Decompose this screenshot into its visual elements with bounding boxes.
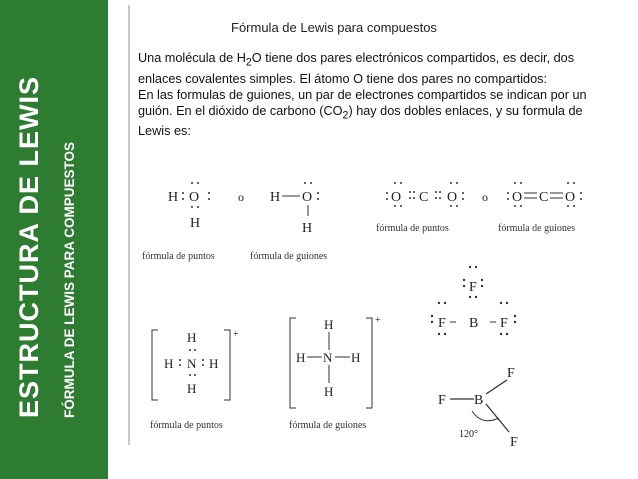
bf3-f-right: F bbox=[500, 316, 508, 331]
figure-mark bbox=[567, 182, 569, 184]
figure-mark bbox=[506, 302, 508, 304]
figure-mark bbox=[413, 197, 415, 199]
figure-mark bbox=[507, 198, 509, 200]
water-dash-h-left: H bbox=[270, 190, 281, 205]
figure-mark bbox=[469, 266, 471, 268]
page-heading: Fórmula de Lewis para compuestos bbox=[231, 20, 437, 35]
figure-mark bbox=[189, 374, 191, 376]
figure-mark bbox=[394, 182, 396, 184]
nh4-dash-h-top: H bbox=[324, 317, 334, 332]
figure-mark bbox=[202, 364, 204, 366]
co2-dash-c: C bbox=[539, 190, 549, 205]
nh4-n: N bbox=[187, 356, 197, 371]
figure-mark bbox=[179, 359, 181, 361]
paragraph-water: Una molécula de $H_2O$ tiene dos pares electrónicos compartidos, es decir, dos enlaces covalentes simples. El átomo O tiene dos pares no compartidos: bbox=[138, 51, 575, 86]
nh4-dash-h-right: H bbox=[351, 350, 361, 365]
co2-dash-formula bbox=[507, 182, 582, 207]
figure-mark bbox=[486, 404, 509, 432]
co2-dash-o2: O bbox=[565, 190, 576, 205]
co2-o2: O bbox=[447, 190, 458, 205]
figure-mark bbox=[431, 315, 433, 317]
figure-mark bbox=[409, 191, 411, 193]
figure-mark bbox=[438, 302, 440, 304]
figure-mark bbox=[438, 333, 440, 335]
figure-mark bbox=[481, 285, 483, 287]
figure-mark bbox=[514, 205, 516, 207]
figure-mark bbox=[197, 182, 199, 184]
nh4-h-bottom: H bbox=[187, 381, 197, 396]
figure-mark bbox=[475, 296, 477, 298]
figure-mark bbox=[507, 192, 509, 194]
figure-mark bbox=[194, 374, 196, 376]
co2-c: C bbox=[419, 190, 429, 205]
figure-mark bbox=[462, 192, 464, 194]
co2-dash-caption: fórmula de guiones bbox=[498, 223, 576, 234]
figure-mark bbox=[189, 349, 191, 351]
bf3-structure bbox=[438, 366, 518, 450]
figure-mark bbox=[514, 182, 516, 184]
figure-mark bbox=[462, 198, 464, 200]
water-dash-o: O bbox=[302, 190, 313, 205]
nh4-dash-h-left: H bbox=[296, 350, 306, 365]
co2-dot-formula bbox=[386, 182, 464, 207]
water-dot-formula bbox=[168, 182, 210, 231]
water-dash-caption: fórmula de guiones bbox=[250, 251, 328, 262]
figure-mark bbox=[394, 205, 396, 207]
nh4-h-top: H bbox=[187, 330, 197, 345]
nh4-dash-charge: + bbox=[375, 315, 381, 326]
nh4-h-left: H bbox=[164, 356, 174, 371]
figure-mark bbox=[317, 192, 319, 194]
nh4-dash-caption: fórmula de guiones bbox=[289, 420, 367, 431]
nh4-dash-n: N bbox=[323, 350, 333, 365]
figure-mark bbox=[456, 182, 458, 184]
figure-mark bbox=[366, 318, 372, 408]
figure-mark bbox=[182, 192, 184, 194]
figure-mark bbox=[463, 285, 465, 287]
figure-mark bbox=[310, 182, 312, 184]
figure-mark bbox=[475, 266, 477, 268]
figure-mark bbox=[500, 333, 502, 335]
figure-mark bbox=[191, 182, 193, 184]
bf3-struct-f-bottom: F bbox=[510, 435, 518, 450]
bf3-f-left: F bbox=[438, 316, 446, 331]
water-dash-h-bottom: H bbox=[302, 221, 313, 236]
figure-mark bbox=[194, 349, 196, 351]
figure-mark bbox=[573, 205, 575, 207]
co2-dots-caption: fórmula de puntos bbox=[376, 223, 449, 234]
bf3-struct-b: B bbox=[474, 393, 484, 408]
or-separator-2: o bbox=[482, 190, 488, 204]
figure-mark bbox=[197, 206, 199, 208]
figure-mark bbox=[191, 206, 193, 208]
figure-mark bbox=[386, 192, 388, 194]
figure-mark bbox=[500, 302, 502, 304]
figure-mark bbox=[444, 302, 446, 304]
nh4-dots-charge: + bbox=[233, 329, 239, 340]
figure-mark bbox=[435, 191, 437, 193]
nh4-h-right: H bbox=[209, 356, 219, 371]
figure-mark bbox=[409, 197, 411, 199]
water-dots-caption: fórmula de puntos bbox=[142, 251, 215, 262]
figure-mark bbox=[486, 380, 507, 394]
figure-mark bbox=[481, 279, 483, 281]
figure-mark bbox=[580, 192, 582, 194]
figure-mark bbox=[400, 182, 402, 184]
figure-mark bbox=[202, 359, 204, 361]
figure-mark bbox=[413, 191, 415, 193]
figure-mark bbox=[386, 198, 388, 200]
figure-mark bbox=[450, 205, 452, 207]
nh4-dots-caption: fórmula de puntos bbox=[150, 420, 223, 431]
water-h-left: H bbox=[168, 190, 179, 205]
figure-mark bbox=[439, 191, 441, 193]
figure-mark bbox=[573, 182, 575, 184]
water-o: O bbox=[189, 190, 200, 205]
co2-dash-o1: O bbox=[512, 190, 523, 205]
water-h-bottom: H bbox=[190, 216, 201, 231]
bf3-dot-formula bbox=[431, 266, 516, 335]
figure-mark bbox=[224, 330, 230, 400]
bf3-f-top: F bbox=[469, 280, 477, 295]
figure-mark bbox=[520, 205, 522, 207]
water-dash-formula bbox=[270, 182, 319, 236]
figure-mark bbox=[506, 333, 508, 335]
bf3-struct-f-top: F bbox=[507, 366, 515, 381]
figure-mark bbox=[431, 321, 433, 323]
figure-mark bbox=[444, 333, 446, 335]
sidebar-subtitle: FÓRMULA DE LEWIS PARA COMPUESTOS bbox=[62, 141, 77, 418]
sidebar-title: ESTRUCTURA DE LEWIS bbox=[14, 76, 44, 418]
nh4-dash-formula bbox=[290, 315, 381, 408]
figure-mark bbox=[580, 198, 582, 200]
bf3-b: B bbox=[469, 316, 479, 331]
figure-mark bbox=[179, 364, 181, 366]
nh4-dash-h-bottom: H bbox=[324, 384, 334, 399]
figure-mark bbox=[208, 192, 210, 194]
figure-mark bbox=[514, 315, 516, 317]
figure-mark bbox=[439, 197, 441, 199]
figure-mark bbox=[317, 198, 319, 200]
figure-mark bbox=[400, 205, 402, 207]
co2-o1: O bbox=[391, 190, 402, 205]
bf3-struct-f-left: F bbox=[438, 393, 446, 408]
paragraph-co2: En las formulas de guiones, un par de electrones compartidos se indican por un guión. En el dióxido de carbono $(CO_2)$ hay dos dobles enlaces, y su formula de Lewis es: bbox=[138, 87, 587, 139]
figure-mark bbox=[463, 279, 465, 281]
figure-mark bbox=[520, 182, 522, 184]
figure-mark bbox=[182, 198, 184, 200]
figure-mark bbox=[514, 321, 516, 323]
bf3-angle-label: 120° bbox=[459, 429, 478, 440]
figure-mark bbox=[456, 205, 458, 207]
figure-mark bbox=[208, 198, 210, 200]
or-separator-1: o bbox=[238, 190, 244, 204]
figure-mark bbox=[304, 182, 306, 184]
figure-mark bbox=[435, 197, 437, 199]
figure-mark bbox=[567, 205, 569, 207]
nh4-dot-formula bbox=[152, 329, 239, 400]
figure-mark bbox=[450, 182, 452, 184]
figure-mark bbox=[152, 330, 158, 400]
figure-mark bbox=[469, 296, 471, 298]
